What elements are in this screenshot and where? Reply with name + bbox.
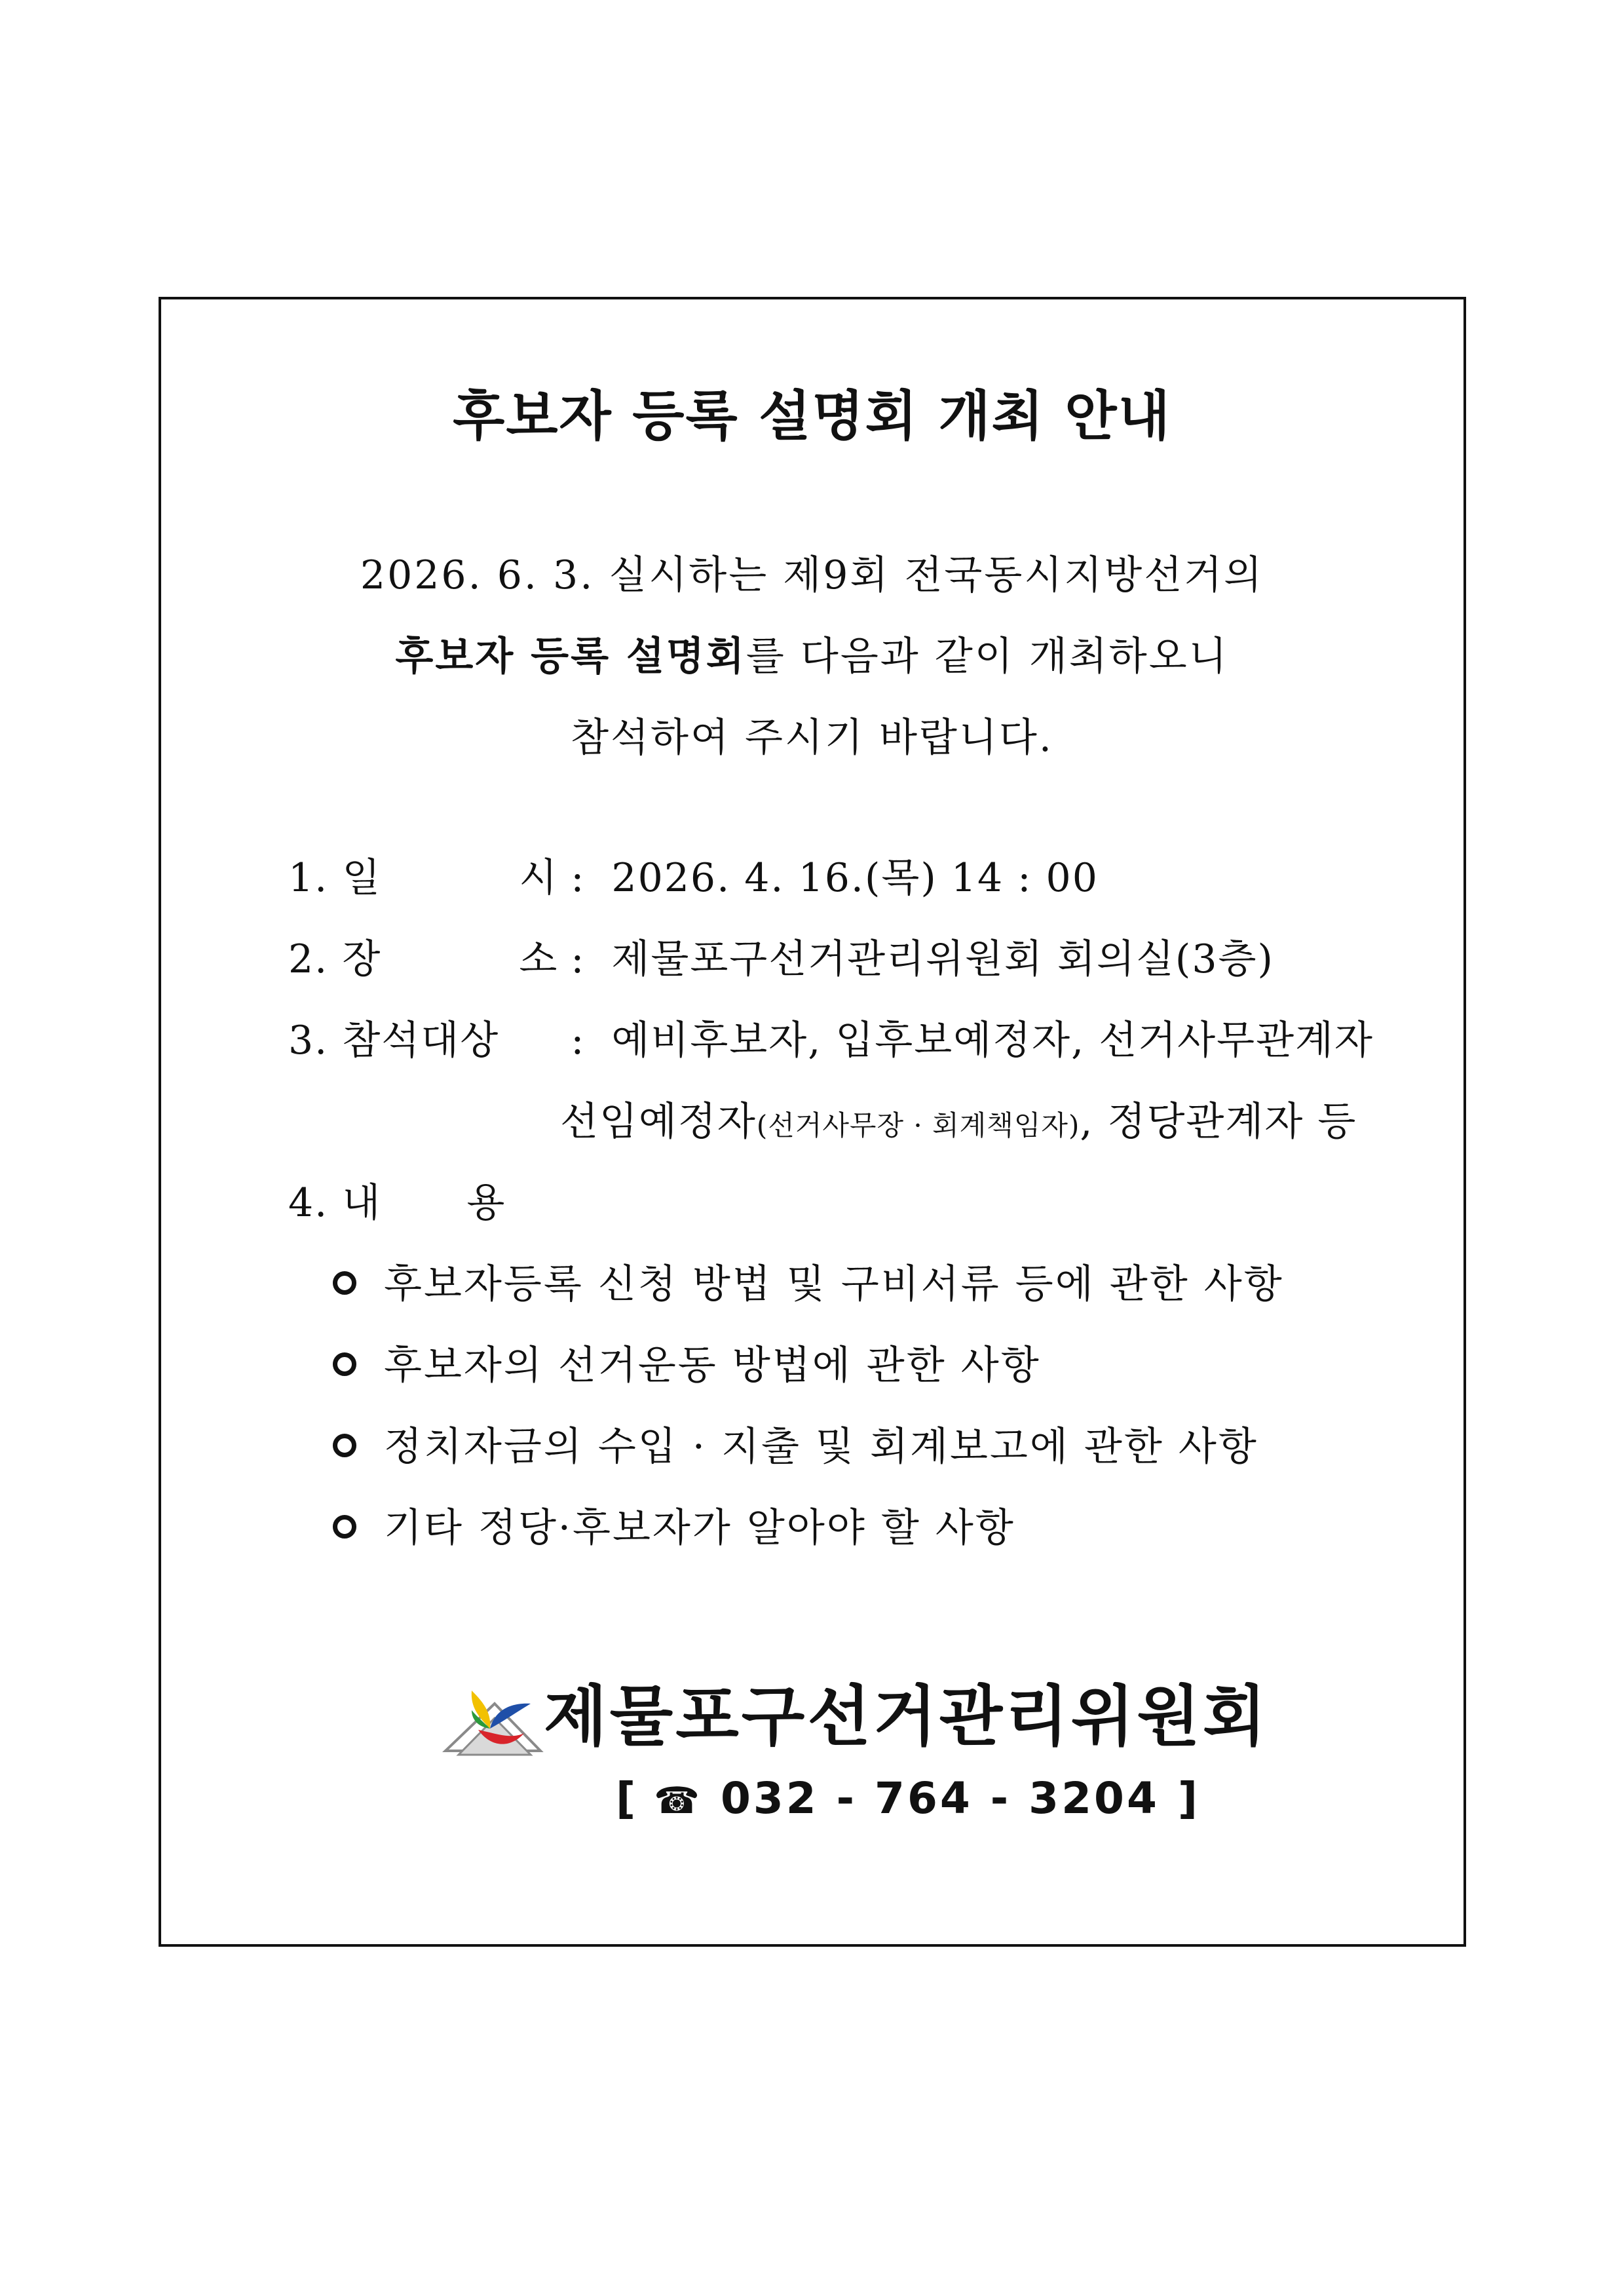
attendees-note: (선거사무장 · 회계책임자) bbox=[756, 1109, 1080, 1141]
item-label: 일 시 bbox=[342, 855, 559, 901]
circle-bullet-icon bbox=[333, 1515, 356, 1539]
intro-line-3: 참석하여 주시기 바랍니다. bbox=[571, 715, 1053, 761]
item-number: 4. bbox=[288, 1180, 329, 1226]
item-number: 1. bbox=[288, 855, 329, 901]
item-colon: : bbox=[571, 855, 586, 901]
content-item-text: 후보자등록 신청 방법 및 구비서류 등에 관한 사항 bbox=[384, 1261, 1284, 1307]
bracket-close: ] bbox=[1177, 1773, 1201, 1824]
content-item bbox=[333, 1505, 1015, 1551]
phone-line bbox=[616, 1773, 1201, 1824]
item-number: 3. bbox=[288, 1018, 329, 1063]
attendees-text-b: , 정당관계자 등 bbox=[1080, 1099, 1357, 1145]
item-attendees bbox=[288, 1018, 1374, 1063]
intro-line-2 bbox=[0, 634, 1624, 679]
content-item-text: 기타 정당·후보자가 알아야 할 사항 bbox=[384, 1505, 1015, 1551]
item-value: 제물포구선거관리위원회 회의실(3층) bbox=[611, 936, 1274, 982]
election-commission-logo-icon bbox=[432, 1677, 544, 1763]
item-number: 2. bbox=[288, 936, 329, 982]
content-item bbox=[333, 1424, 1258, 1470]
item-value: 2026. 4. 16.(목) 14 : 00 bbox=[611, 855, 1099, 901]
content-item-text: 정치자금의 수입 · 지출 및 회계보고에 관한 사항 bbox=[384, 1424, 1258, 1470]
phone-number: 032 - 764 - 3204 bbox=[720, 1773, 1160, 1824]
item-label: 장 소 bbox=[342, 936, 559, 982]
attendees-text-a: 선임예정자 bbox=[560, 1099, 757, 1145]
content-item bbox=[333, 1343, 1041, 1388]
item-colon: : bbox=[571, 936, 586, 982]
bracket-open: [ bbox=[616, 1773, 639, 1824]
intro-line-2-rest: 를 다음과 같이 개최하오니 bbox=[746, 634, 1229, 679]
page-title: 후보자 등록 설명회 개최 안내 bbox=[453, 385, 1171, 448]
item-date bbox=[288, 855, 1099, 901]
circle-bullet-icon bbox=[333, 1434, 356, 1457]
item-label: 참석대상 bbox=[342, 1018, 500, 1063]
intro-emphasis: 후보자 등록 설명회 bbox=[395, 634, 746, 679]
item-contents-heading bbox=[288, 1180, 506, 1226]
circle-bullet-icon bbox=[333, 1352, 356, 1376]
item-place bbox=[288, 936, 1274, 982]
organization-name: 제물포구선거관리위원회 bbox=[544, 1678, 1269, 1755]
intro-line-1: 2026. 6. 3. 실시하는 제9회 전국동시지방선거의 bbox=[360, 552, 1264, 598]
item-label: 내 용 bbox=[342, 1180, 506, 1226]
content-item bbox=[333, 1261, 1284, 1307]
content-item-text: 후보자의 선거운동 방법에 관한 사항 bbox=[384, 1343, 1041, 1388]
organization-signature bbox=[432, 1677, 1269, 1763]
telephone-icon: ☎ bbox=[654, 1780, 702, 1822]
circle-bullet-icon bbox=[333, 1271, 356, 1295]
item-attendees-continued bbox=[560, 1099, 1357, 1145]
item-colon: : bbox=[571, 1018, 586, 1063]
item-value: 예비후보자, 입후보예정자, 선거사무관계자 bbox=[611, 1018, 1374, 1063]
